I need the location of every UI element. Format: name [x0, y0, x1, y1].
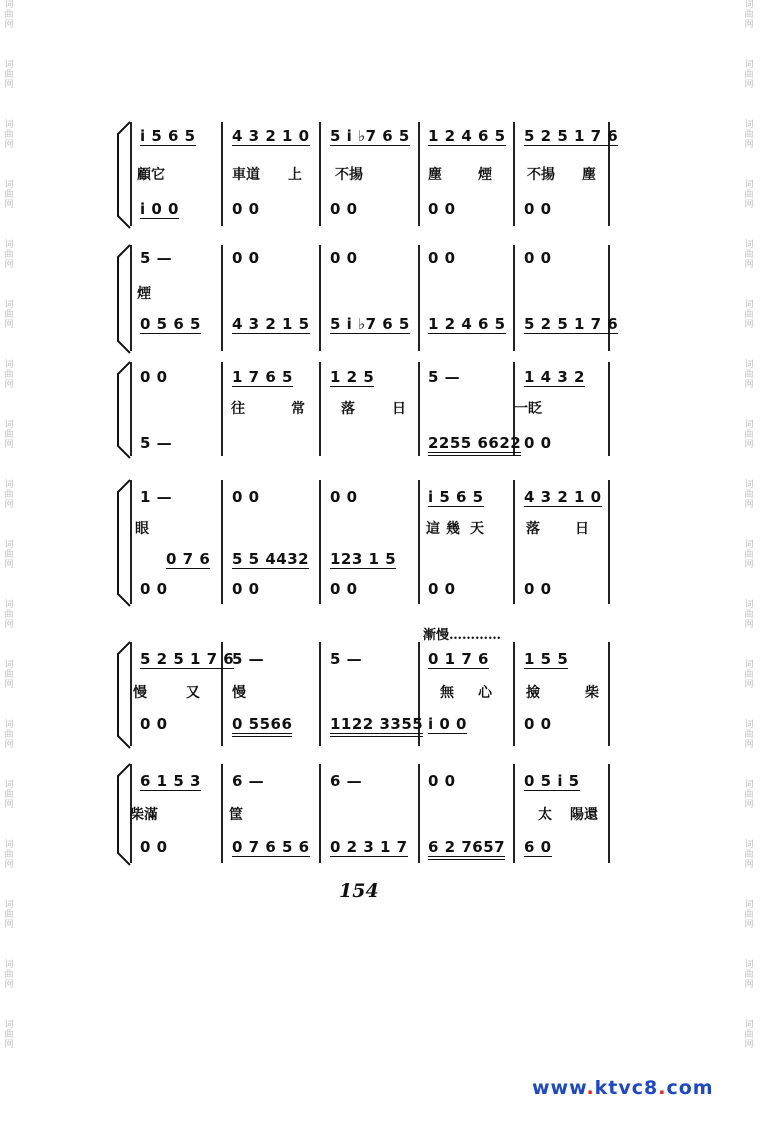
watermark-char: 曲 [744, 130, 754, 140]
watermark-char: 词 [4, 660, 14, 670]
watermark-char: 曲 [744, 430, 754, 440]
bar-line [319, 642, 321, 746]
voice-measure: 5 — [330, 650, 363, 668]
bar-line [221, 764, 223, 863]
system-start-line [130, 642, 132, 746]
watermark-char: 网 [4, 800, 14, 810]
lyric-text: 撿 [526, 685, 540, 701]
watermark-group [2, 1020, 16, 1050]
watermark-char: 网 [744, 620, 754, 630]
watermark-char: 曲 [744, 490, 754, 500]
lyric-text: 塵 [428, 167, 442, 183]
watermark-char: 曲 [744, 250, 754, 260]
accomp-measure: 0 0 [140, 715, 168, 733]
watermark-char: 词 [4, 840, 14, 850]
lyric-text: 日 [575, 521, 589, 537]
accomp-measure: 0 0 [330, 580, 358, 598]
watermark-char: 曲 [4, 430, 14, 440]
watermark-char: 网 [744, 500, 754, 510]
voice-measure: i 5 6 5 [140, 127, 196, 145]
watermark-char: 曲 [744, 70, 754, 80]
accomp-measure: 5 — [140, 434, 173, 452]
lyric-text: 車道 [232, 167, 260, 183]
watermark-char: 曲 [4, 370, 14, 380]
watermark-char: 词 [744, 840, 754, 850]
watermark-char: 网 [4, 680, 14, 690]
watermark-char: 词 [4, 0, 14, 10]
lyric-text: 不揚 [335, 167, 363, 183]
watermark-char: 曲 [744, 550, 754, 560]
bar-line [319, 764, 321, 863]
watermark-char: 网 [4, 560, 14, 570]
tempo-marking: 漸慢………… [423, 628, 502, 643]
watermark-char: 网 [744, 560, 754, 570]
watermark-group [2, 60, 16, 90]
watermark-char: 词 [4, 600, 14, 610]
accomp-measure: i 0 0 [140, 200, 179, 218]
system-start-line [130, 362, 132, 456]
watermark-char: 词 [4, 120, 14, 130]
watermark-char: 词 [4, 540, 14, 550]
watermark-char: 曲 [744, 370, 754, 380]
accomp-upper-measure: 123 1 5 [330, 550, 397, 568]
watermark-char: 曲 [4, 310, 14, 320]
bar-line [319, 362, 321, 456]
voice-measure: i 5 6 5 [428, 488, 484, 506]
watermark-char: 词 [4, 180, 14, 190]
score-system [0, 640, 760, 750]
voice-measure: 0 0 [428, 772, 456, 790]
lyric-text: 日 [392, 401, 406, 417]
watermark-char: 网 [4, 500, 14, 510]
watermark-char: 词 [744, 0, 754, 10]
bar-line [221, 122, 223, 226]
accomp-measure: 1 2 4 6 5 [428, 315, 506, 333]
watermark-char: 词 [744, 480, 754, 490]
watermark-char: 曲 [4, 490, 14, 500]
accomp-measure: 2255 6622 [428, 434, 521, 456]
bar-line [513, 245, 515, 351]
watermark-char: 曲 [744, 10, 754, 20]
watermark-char: 网 [4, 320, 14, 330]
watermark-group [742, 960, 756, 990]
watermark-char: 词 [4, 1020, 14, 1030]
watermark-char: 网 [4, 920, 14, 930]
accomp-measure: 5 2 5 1 7 6 [524, 315, 619, 333]
lyric-text: 陽還 [570, 807, 598, 823]
watermark-char: 网 [4, 200, 14, 210]
watermark-group [742, 0, 756, 30]
watermark-char: 网 [4, 80, 14, 90]
lyric-text: 煙 [478, 167, 492, 183]
bar-line [418, 480, 420, 604]
voice-measure: 0 5 i 5 [524, 772, 580, 790]
lyric-text: 這 [426, 521, 440, 537]
accomp-measure: i 0 0 [428, 715, 467, 733]
watermark-group [742, 900, 756, 930]
bar-line [608, 245, 610, 351]
lyric-text: 塵 [582, 167, 596, 183]
bar-line [221, 480, 223, 604]
voice-measure: 1 2 4 6 5 [428, 127, 506, 145]
bar-line [608, 362, 610, 456]
watermark-char: 网 [744, 1040, 754, 1050]
lyric-text: 慢 [133, 685, 147, 701]
bar-line [418, 362, 420, 456]
site-suffix: com [666, 1077, 714, 1099]
lyric-text: 心 [478, 685, 492, 701]
accomp-measure: 0 0 [428, 200, 456, 218]
watermark-char: 网 [744, 680, 754, 690]
lyric-text: 常 [291, 401, 305, 417]
lyric-text: 筐 [229, 807, 243, 823]
watermark-char: 词 [744, 540, 754, 550]
accomp-measure: 6 0 [524, 838, 552, 856]
lyric-text: 又 [186, 685, 200, 701]
watermark-char: 曲 [4, 670, 14, 680]
voice-measure: 5 — [232, 650, 265, 668]
accomp-measure: 0 0 [524, 434, 552, 452]
bar-line [319, 122, 321, 226]
bar-line [608, 764, 610, 863]
watermark-char: 词 [4, 60, 14, 70]
watermark-char: 词 [4, 480, 14, 490]
watermark-char: 词 [744, 900, 754, 910]
watermark-char: 词 [4, 360, 14, 370]
watermark-char: 网 [744, 80, 754, 90]
lyric-text: 太 [538, 807, 552, 823]
watermark-char: 网 [4, 440, 14, 450]
score-system [0, 120, 760, 230]
site-name: ktvc8 [594, 1077, 659, 1099]
score-system [0, 243, 760, 355]
watermark-char: 词 [744, 660, 754, 670]
watermark-char: 曲 [4, 910, 14, 920]
site-dot-1: . [586, 1077, 595, 1099]
lyric-text: 落 [341, 401, 355, 417]
lyric-text: 上 [288, 167, 302, 183]
site-dot-2: . [658, 1077, 667, 1099]
voice-measure: 6 — [330, 772, 363, 790]
accomp-measure: 5 i ♭7 6 5 [330, 315, 410, 333]
bar-line [418, 764, 420, 863]
bar-line [418, 245, 420, 351]
score-system [0, 360, 760, 460]
lyric-text: 一眨 [514, 401, 542, 417]
watermark-char: 词 [4, 780, 14, 790]
watermark-char: 网 [744, 140, 754, 150]
voice-measure: 0 0 [232, 249, 260, 267]
voice-measure: 4 3 2 1 0 [524, 488, 602, 506]
watermark-char: 网 [4, 380, 14, 390]
watermark-char: 词 [4, 420, 14, 430]
accomp-measure: 0 5 6 5 [140, 315, 201, 333]
lyric-text: 柴滿 [130, 807, 158, 823]
watermark-char: 词 [744, 720, 754, 730]
watermark-char: 曲 [4, 790, 14, 800]
watermark-char: 网 [4, 620, 14, 630]
watermark-char: 曲 [4, 70, 14, 80]
accomp-measure: 1122 3355 [330, 715, 423, 737]
voice-measure: 5 — [140, 249, 173, 267]
voice-measure: 1 2 5 [330, 368, 375, 386]
voice-measure: 1 — [140, 488, 173, 506]
voice-measure: 0 1 7 6 [428, 650, 489, 668]
watermark-char: 网 [4, 860, 14, 870]
watermark-char: 曲 [744, 970, 754, 980]
watermark-char: 网 [4, 20, 14, 30]
watermark-char: 词 [744, 120, 754, 130]
watermark-char: 曲 [4, 250, 14, 260]
voice-measure: 5 2 5 1 7 6 [140, 650, 235, 668]
lyric-text: 眼 [135, 521, 149, 537]
watermark-char: 曲 [744, 190, 754, 200]
accomp-measure: 0 0 [330, 200, 358, 218]
lyric-text: 柴 [585, 685, 599, 701]
watermark-char: 网 [744, 980, 754, 990]
system-start-line [130, 480, 132, 604]
voice-measure: 6 1 5 3 [140, 772, 201, 790]
watermark-char: 词 [744, 240, 754, 250]
watermark-char: 网 [4, 1040, 14, 1050]
bar-line [221, 245, 223, 351]
accomp-measure: 4 3 2 1 5 [232, 315, 310, 333]
watermark-char: 网 [4, 980, 14, 990]
watermark-group [742, 60, 756, 90]
page-number: 154 [339, 880, 379, 902]
bar-line [513, 642, 515, 746]
watermark-char: 曲 [4, 550, 14, 560]
watermark-char: 词 [744, 1020, 754, 1030]
lyric-text: 往 [231, 401, 245, 417]
accomp-measure: 6 2 7657 [428, 838, 505, 860]
voice-measure: 6 — [232, 772, 265, 790]
watermark-char: 曲 [4, 850, 14, 860]
watermark-char: 曲 [4, 130, 14, 140]
lyric-text: 天 [470, 521, 484, 537]
watermark-char: 网 [4, 260, 14, 270]
watermark-char: 曲 [4, 730, 14, 740]
website-watermark [532, 1077, 714, 1099]
watermark-char: 曲 [744, 1030, 754, 1040]
bar-line [608, 642, 610, 746]
voice-measure: 5 2 5 1 7 6 [524, 127, 619, 145]
watermark-char: 词 [744, 300, 754, 310]
watermark-char: 词 [4, 720, 14, 730]
lyric-text: 不揚 [527, 167, 555, 183]
accomp-measure: 0 2 3 1 7 [330, 838, 408, 856]
voice-measure: 0 0 [232, 488, 260, 506]
voice-measure: 0 0 [524, 249, 552, 267]
watermark-char: 曲 [4, 970, 14, 980]
voice-measure: 0 0 [140, 368, 168, 386]
accomp-measure: 0 7 6 5 6 [232, 838, 310, 856]
accomp-measure: 0 0 [524, 200, 552, 218]
accomp-measure: 0 0 [232, 200, 260, 218]
bar-line [513, 764, 515, 863]
accomp-measure: 0 0 [524, 715, 552, 733]
watermark-char: 词 [744, 420, 754, 430]
voice-measure: 5 — [428, 368, 461, 386]
voice-measure: 1 4 3 2 [524, 368, 585, 386]
watermark-char: 网 [744, 380, 754, 390]
watermark-char: 词 [744, 600, 754, 610]
accomp-measure: 0 0 [232, 580, 260, 598]
bar-line [608, 480, 610, 604]
watermark-char: 网 [744, 440, 754, 450]
watermark-char: 曲 [4, 190, 14, 200]
watermark-char: 曲 [4, 10, 14, 20]
watermark-char: 词 [744, 780, 754, 790]
watermark-char: 曲 [744, 910, 754, 920]
watermark-group [742, 1020, 756, 1050]
watermark-char: 网 [744, 920, 754, 930]
accomp-measure: 0 0 [524, 580, 552, 598]
watermark-char: 曲 [744, 790, 754, 800]
voice-measure: 1 5 5 [524, 650, 569, 668]
watermark-char: 词 [4, 240, 14, 250]
watermark-group [2, 0, 16, 30]
voice-measure: 4 3 2 1 0 [232, 127, 310, 145]
watermark-char: 曲 [4, 1030, 14, 1040]
lyric-text: 幾 [446, 521, 460, 537]
lyric-text: 煙 [137, 286, 151, 302]
bar-line [513, 480, 515, 604]
watermark-char: 网 [744, 800, 754, 810]
accomp-measure: 0 0 [140, 580, 168, 598]
voice-measure: 0 0 [428, 249, 456, 267]
accomp-measure: 0 0 [140, 838, 168, 856]
watermark-char: 词 [744, 60, 754, 70]
lyric-text: 慢 [232, 685, 246, 701]
bar-line [319, 245, 321, 351]
voice-measure: 0 0 [330, 488, 358, 506]
watermark-group [2, 900, 16, 930]
watermark-char: 词 [4, 900, 14, 910]
bar-line [418, 122, 420, 226]
system-start-line [130, 122, 132, 226]
watermark-char: 词 [744, 960, 754, 970]
watermark-char: 曲 [744, 310, 754, 320]
watermark-char: 曲 [744, 850, 754, 860]
accomp-upper-measure: 0 7 6 [166, 550, 211, 568]
lyric-text: 無 [440, 685, 454, 701]
watermark-char: 网 [4, 140, 14, 150]
bar-line [513, 122, 515, 226]
score-system [0, 478, 760, 608]
watermark-char: 词 [4, 300, 14, 310]
watermark-char: 网 [4, 740, 14, 750]
watermark-char: 网 [744, 20, 754, 30]
watermark-char: 网 [744, 860, 754, 870]
voice-measure: 5 i ♭7 6 5 [330, 127, 410, 145]
accomp-upper-measure: 5 5 4432 [232, 550, 310, 568]
watermark-char: 网 [744, 200, 754, 210]
watermark-char: 网 [744, 740, 754, 750]
watermark-char: 曲 [744, 730, 754, 740]
watermark-char: 词 [4, 960, 14, 970]
accomp-measure: 0 0 [428, 580, 456, 598]
score-system [0, 762, 760, 867]
lyric-text: 落 [526, 521, 540, 537]
watermark-char: 曲 [744, 670, 754, 680]
watermark-char: 曲 [4, 610, 14, 620]
accomp-measure: 0 5566 [232, 715, 292, 737]
watermark-char: 词 [744, 360, 754, 370]
bar-line [221, 362, 223, 456]
watermark-char: 网 [744, 320, 754, 330]
watermark-char: 词 [744, 180, 754, 190]
watermark-group [2, 960, 16, 990]
voice-measure: 0 0 [330, 249, 358, 267]
site-prefix: www [532, 1077, 587, 1099]
bar-line [319, 480, 321, 604]
watermark-char: 曲 [744, 610, 754, 620]
lyric-text: 顧它 [137, 167, 165, 183]
voice-measure: 1 7 6 5 [232, 368, 293, 386]
watermark-char: 网 [744, 260, 754, 270]
system-start-line [130, 245, 132, 351]
